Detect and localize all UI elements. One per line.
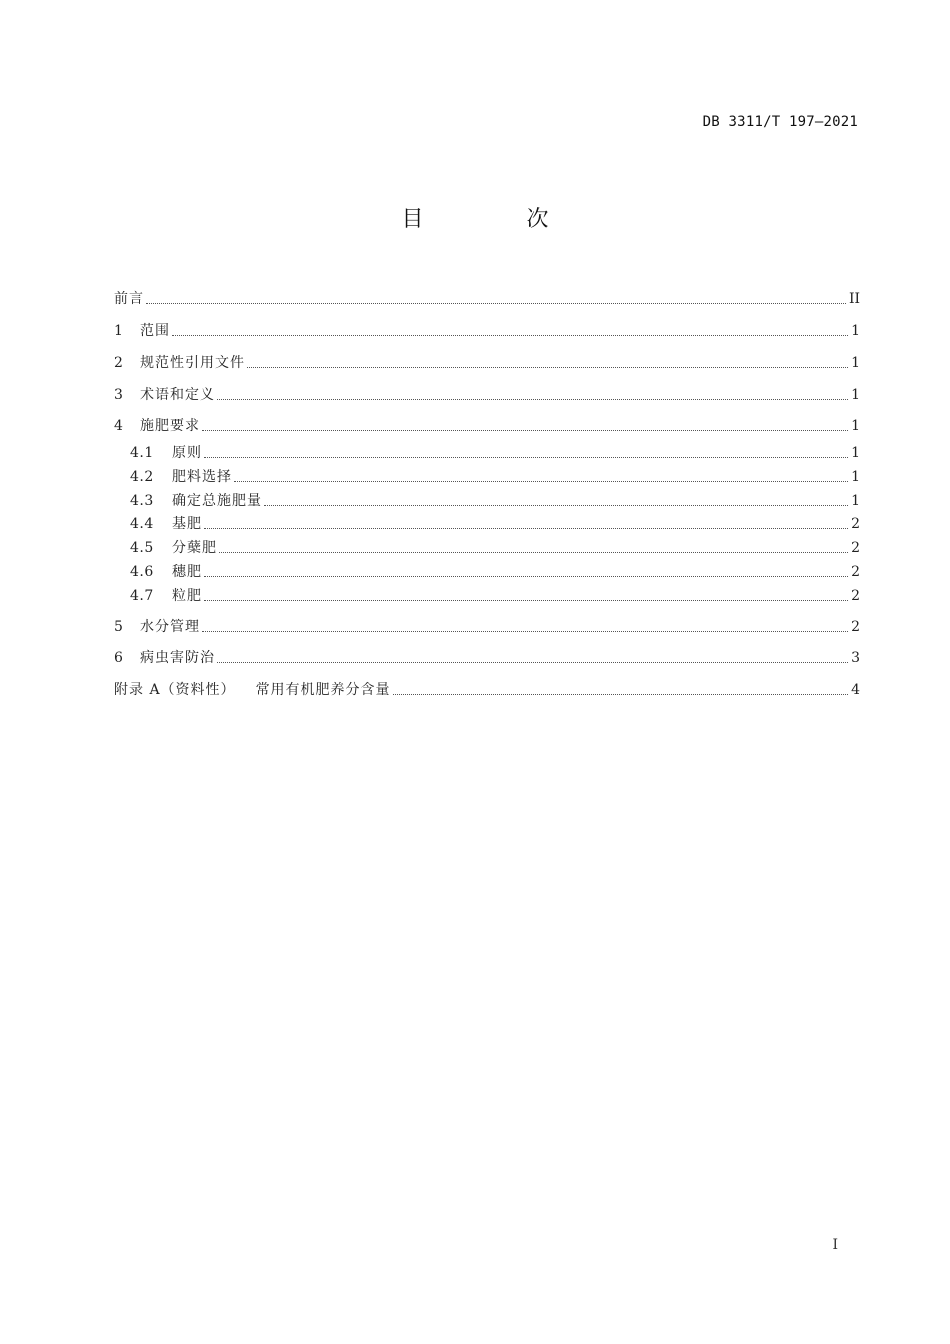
toc-page-number: 4 bbox=[851, 682, 860, 698]
toc-label: 范围 bbox=[140, 323, 170, 339]
toc-entry-4-2[interactable] bbox=[130, 468, 860, 486]
toc-entry-4-3[interactable] bbox=[130, 492, 860, 510]
toc-entry-5[interactable] bbox=[114, 618, 860, 636]
dot-leader bbox=[219, 552, 848, 553]
toc-page-number: 2 bbox=[851, 564, 860, 580]
toc-label: 穗肥 bbox=[172, 564, 202, 580]
toc-number: 2 bbox=[114, 355, 124, 371]
dot-leader bbox=[204, 528, 848, 529]
dot-leader bbox=[204, 457, 848, 458]
dot-leader bbox=[393, 694, 849, 695]
dot-leader bbox=[204, 600, 848, 601]
dot-leader bbox=[247, 367, 848, 368]
toc-page-number: 3 bbox=[851, 650, 860, 666]
toc-number: 4.5 bbox=[130, 540, 154, 556]
dot-leader bbox=[217, 662, 848, 663]
toc-page-number: 1 bbox=[851, 418, 860, 434]
standard-code: DB 3311/T 197—2021 bbox=[702, 114, 858, 130]
toc-title: 目 次 bbox=[401, 207, 597, 232]
toc-label: 原则 bbox=[172, 445, 202, 461]
toc-page-number: 1 bbox=[851, 445, 860, 461]
dot-leader bbox=[234, 481, 848, 482]
toc-number: 4.2 bbox=[130, 469, 154, 485]
toc-label: 分蘖肥 bbox=[172, 540, 217, 556]
toc-label: 常用有机肥养分含量 bbox=[255, 682, 391, 698]
page-number: I bbox=[832, 1237, 838, 1253]
dot-leader bbox=[217, 399, 848, 400]
toc-page-number: 1 bbox=[851, 469, 860, 485]
dot-leader bbox=[202, 631, 848, 632]
toc-label: 术语和定义 bbox=[140, 387, 215, 403]
toc-page-number: 1 bbox=[851, 493, 860, 509]
toc-page-number: 2 bbox=[851, 588, 860, 604]
dot-leader bbox=[202, 430, 848, 431]
toc-entry-4-4[interactable] bbox=[130, 515, 860, 533]
toc-number: 4.4 bbox=[130, 516, 154, 532]
toc-label: 基肥 bbox=[172, 516, 202, 532]
toc-page-number: 2 bbox=[851, 619, 860, 635]
toc-entry-4-7[interactable] bbox=[130, 587, 860, 605]
dot-leader bbox=[204, 576, 848, 577]
toc-page-number: 1 bbox=[851, 387, 860, 403]
toc-entry-appendix-a[interactable] bbox=[114, 681, 860, 699]
toc-label: 前言 bbox=[114, 291, 144, 307]
toc-entry-4-1[interactable] bbox=[130, 444, 860, 462]
toc-entry-foreword[interactable] bbox=[114, 290, 860, 308]
toc-label: 粒肥 bbox=[172, 588, 202, 604]
toc-entry-4[interactable] bbox=[114, 417, 860, 435]
toc-entry-4-5[interactable] bbox=[130, 539, 860, 557]
toc-page-number: 1 bbox=[851, 323, 860, 339]
toc-entry-4-6[interactable] bbox=[130, 563, 860, 581]
toc-number: 4.1 bbox=[130, 445, 154, 461]
toc-number: 4.3 bbox=[130, 493, 154, 509]
dot-leader bbox=[146, 303, 846, 304]
toc-number: 5 bbox=[114, 619, 124, 635]
toc-entry-2[interactable] bbox=[114, 354, 860, 372]
dot-leader bbox=[264, 505, 848, 506]
toc-entry-3[interactable] bbox=[114, 386, 860, 404]
toc-page-number: II bbox=[848, 291, 860, 307]
toc-label: 肥料选择 bbox=[172, 469, 232, 485]
toc-label: 规范性引用文件 bbox=[140, 355, 245, 371]
toc-label: 病虫害防治 bbox=[140, 650, 215, 666]
toc-number: 3 bbox=[114, 387, 124, 403]
toc-number: 4.6 bbox=[130, 564, 154, 580]
toc-page-number: 1 bbox=[851, 355, 860, 371]
toc-appendix-label: 附录 A（资料性） bbox=[114, 682, 236, 698]
toc-number: 4.7 bbox=[130, 588, 154, 604]
toc-number: 6 bbox=[114, 650, 124, 666]
toc-number: 4 bbox=[114, 418, 124, 434]
toc-label: 确定总施肥量 bbox=[172, 493, 262, 509]
toc-entry-6[interactable] bbox=[114, 649, 860, 667]
toc-page-number: 2 bbox=[851, 540, 860, 556]
toc-label: 水分管理 bbox=[140, 619, 200, 635]
dot-leader bbox=[172, 335, 848, 336]
toc-page-number: 2 bbox=[851, 516, 860, 532]
toc-number: 1 bbox=[114, 323, 124, 339]
toc-label: 施肥要求 bbox=[140, 418, 200, 434]
toc-entry-1[interactable] bbox=[114, 322, 860, 340]
